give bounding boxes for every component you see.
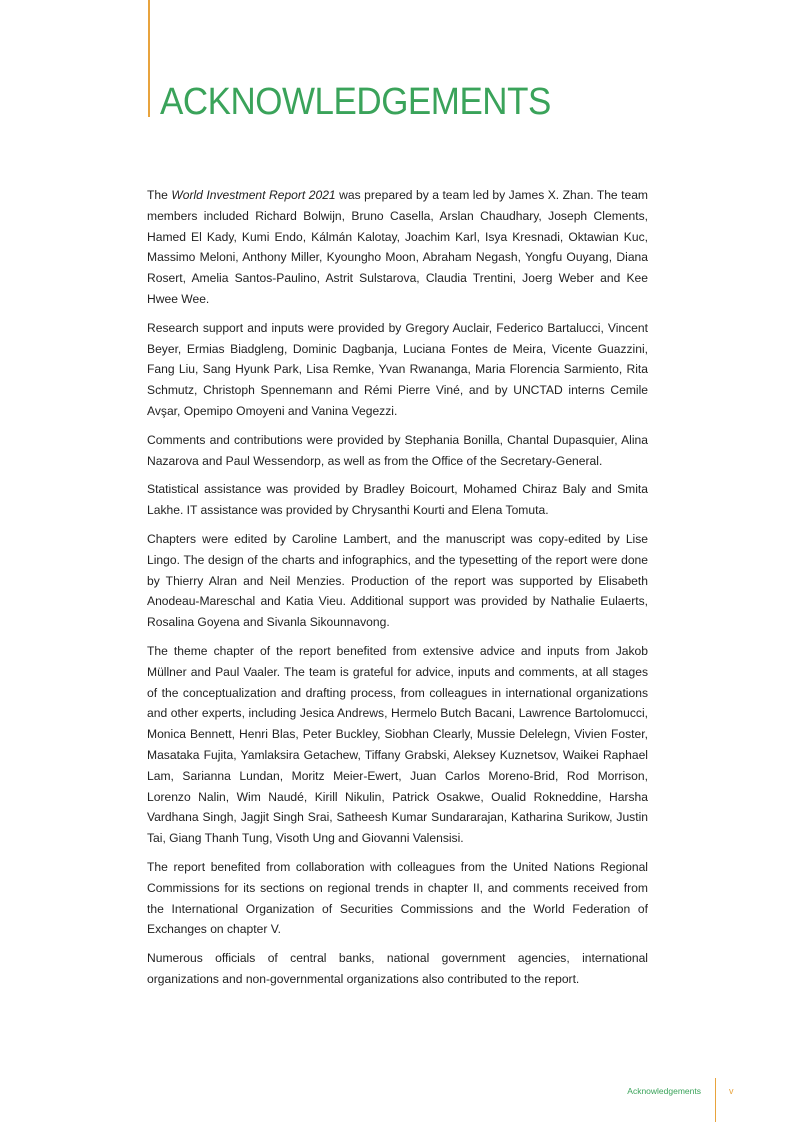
report-title: World Investment Report 2021 [171,188,336,202]
paragraph-statistical-assistance: Statistical assistance was provided by Bradley Boicourt, Mohamed Chiraz Baly and Smita Lakhe. IT assistance was provided by Chrysanthi Kourti and Elena Tomuta. [147,482,648,518]
paragraph-team-members: was prepared by a team led by James X. Zhan. The team members included Richard Bolwijn, Bruno Casella, Arslan Chaudhary, Joseph Clements, Hamed El Kady, Kumi Endo, Kálmán Kalotay, Joachim Karl, Isya Kresnadi, Oktawian Kuc, Massimo Meloni, Anthony Miller, Kyoungho Moon, Abraham Negash, Yongfu Ouyang, Diana Rosert, Amelia Santos-Paulino, Astrit Sulstarova, Claudia Trentini, Joerg Weber and Kee Hwee Wee. [147,188,649,306]
paragraph-research-support: Research support and inputs were provided by Gregory Auclair, Federico Bartalucci, Vincent Beyer, Ermias Biadgleng, Dominic Dagbanja, Luciana Fontes de Meira, Vicente Guazzini, Fang Liu, Sang Hyunk Park, Lisa Remke, Yvan Rwananga, Maria Florencia Sarmiento, Rita Schmutz, Christoph Spennemann and Rémi Pierre Viné, and by UNCTAD interns Cemile Avşar, Opemipo Omoyeni and Vanina Vegezzi. [147,320,648,418]
paragraph-team [147,185,648,310]
paragraph-comments: Comments and contributions were provided by Stephania Bonilla, Chantal Dupasquier, Alina Nazarova and Paul Wessendorp, as well as from the Office of the Secretary-General. [147,432,648,468]
paragraph-officials: Numerous officials of central banks, national government agencies, international organizations and non-governmental organizations also contributed to the report. [147,951,648,986]
page-number: v [729,1086,734,1096]
footer-divider [715,1078,716,1122]
paragraph-regional-commissions: The report benefited from collaboration with colleagues from the United Nations Regional Commissions for its sections on regional trends in chapter II, and comments received from the International Organization of Securities Commissions and the World Federation of Exchanges on chapter V. [147,859,648,937]
body-content [147,185,648,998]
paragraph-editing-design: Chapters were edited by Caroline Lambert, and the manuscript was copy-edited by Lise Lingo. The design of the charts and infographics, and the typesetting of the report were done by Thierry Alran and Neil Menzies. Production of the report was supported by Elisabeth Anodeau-Mareschal and Katia Vieu. Additional support was provided by Nathalie Eulaerts, Rosalina Goyena and Sivanla Sikounnavong. [147,531,648,630]
paragraph-theme-chapter: The theme chapter of the report benefited from extensive advice and inputs from Jakob Müllner and Paul Vaaler. The team is grateful for advice, inputs and comments, at all stages of the conceptualization and drafting process, from colleagues in international organizations and other experts, including Jesica Andrews, Hermelo Butch Bacani, Lawrence Bartolomucci, Monica Bennett, Henri Blas, Peter Buckley, Siobhan Clearly, Mussie Delelegn, Vivien Foster, Masataka Fujita, Yamlaksira Getachew, Tiffany Grabski, Aleksey Kuznetsov, Waikei Raphael Lam, Sarianna Lundan, Moritz Meier-Ewert, Juan Carlos Moreno-Brid, Rod Morrison, Lorenzo Nalin, Wim Naudé, Kirill Nikulin, Patrick Osakwe, Oualid Rokneddine, Harsha Vardhana Singh, Jagjit Singh Srai, Satheesh Kumar Sundararajan, Katharina Surikow, Justin Tai, Giang Thanh Tung, Visoth Ung and Giovanni Valensisi. [147,643,648,846]
paragraph-team-intro: The [147,188,172,202]
footer-section-label: Acknowledgements [627,1086,701,1096]
page-title: ACKNOWLEDGEMENTS [160,81,551,123]
header-accent-line [148,0,150,117]
